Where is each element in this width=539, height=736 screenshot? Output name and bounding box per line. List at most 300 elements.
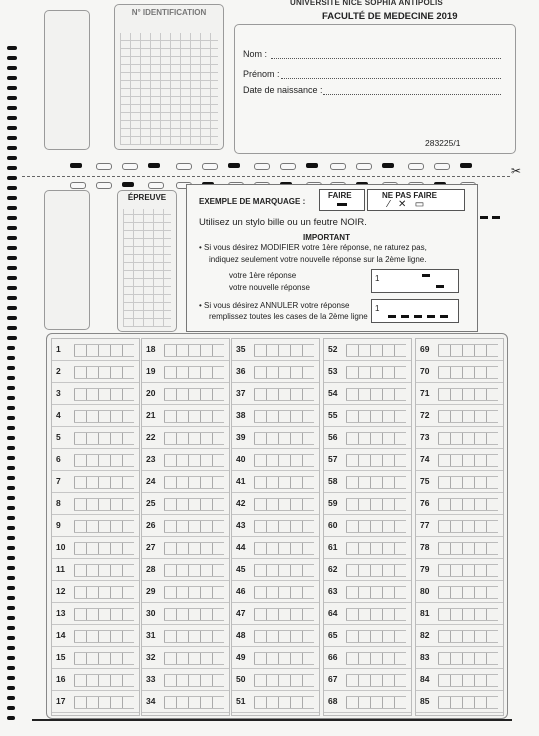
cancel-example-number: 1 [375,304,380,313]
answer-bubbles[interactable] [164,696,224,709]
question-number: 70 [420,366,430,376]
timing-mark [7,246,17,250]
important-title: IMPORTANT [303,233,350,242]
question-row[interactable] [324,471,411,493]
question-number: 57 [328,454,338,464]
epreuve-grid[interactable] [117,190,177,332]
answer-bubbles[interactable] [74,674,134,687]
question-row[interactable] [52,493,139,515]
question-row[interactable] [416,339,503,361]
question-row[interactable] [52,647,139,669]
timing-mark [7,676,15,680]
timing-mark [7,76,17,80]
answer-bubbles[interactable] [438,520,498,533]
question-row[interactable] [416,647,503,669]
question-number: 80 [420,586,430,596]
question-row[interactable] [324,625,411,647]
question-row[interactable] [324,515,411,537]
alignment-mark [434,163,450,170]
question-row[interactable] [52,361,139,383]
question-number: 51 [236,696,246,706]
answer-bubbles[interactable] [254,652,314,665]
answer-bubbles[interactable] [254,674,314,687]
question-row[interactable] [52,471,139,493]
question-row[interactable] [416,515,503,537]
timing-mark [7,96,17,100]
question-row[interactable] [324,669,411,691]
alignment-mark [382,163,394,168]
answer-bubbles[interactable] [346,388,406,401]
answer-bubbles[interactable] [74,366,134,379]
question-number: 78 [420,542,430,552]
timing-mark [7,596,15,600]
question-number: 43 [236,520,246,530]
answer-column-5 [415,338,504,716]
answer-bubbles[interactable] [164,498,224,511]
question-row[interactable] [324,647,411,669]
question-number: 42 [236,498,246,508]
answer-bubbles[interactable] [346,498,406,511]
question-row[interactable] [232,581,319,603]
university-title: UNIVERSITE NICE SOPHIA ANTIPOLIS [290,0,443,7]
answer-bubbles[interactable] [346,410,406,423]
question-number: 75 [420,476,430,486]
alignment-mark [330,163,346,170]
question-row[interactable] [52,669,139,691]
timing-mark [7,436,15,440]
answer-bubbles[interactable] [164,630,224,643]
question-row[interactable] [52,625,139,647]
question-number: 40 [236,454,246,464]
answer-bubbles[interactable] [346,630,406,643]
question-number: 61 [328,542,338,552]
answer-bubbles[interactable] [438,432,498,445]
answer-bubbles[interactable] [346,564,406,577]
answer-bubbles[interactable] [74,520,134,533]
timing-mark [7,316,17,320]
question-row[interactable] [232,471,319,493]
prenom-label: Prénom : [243,69,280,79]
question-number: 23 [146,454,156,464]
question-row[interactable] [142,625,229,647]
answer-bubbles[interactable] [254,410,314,423]
answer-bubbles[interactable] [438,344,498,357]
question-number: 82 [420,630,430,640]
question-row[interactable] [52,515,139,537]
timing-mark [7,116,17,120]
answer-bubbles[interactable] [346,432,406,445]
answer-bubbles[interactable] [346,344,406,357]
answer-bubbles[interactable] [254,432,314,445]
answer-bubbles[interactable] [438,674,498,687]
answer-bubbles[interactable] [254,476,314,489]
timing-mark [7,86,17,90]
question-row[interactable] [232,405,319,427]
question-number: 14 [56,630,66,640]
answer-bubbles[interactable] [164,388,224,401]
question-number: 81 [420,608,430,618]
naissance-label: Date de naissance : [243,85,323,95]
answer-bubbles[interactable] [164,674,224,687]
timing-mark [7,686,15,690]
question-row[interactable] [142,493,229,515]
question-row[interactable] [232,669,319,691]
question-row[interactable] [416,559,503,581]
answer-bubbles[interactable] [254,498,314,511]
timing-mark [7,606,15,610]
answer-bubbles[interactable] [346,674,406,687]
question-row[interactable] [416,625,503,647]
question-row[interactable] [324,427,411,449]
answer-bubbles[interactable] [74,608,134,621]
identification-grid[interactable] [114,4,224,150]
answer-column-2 [141,338,230,716]
answer-bubbles[interactable] [254,542,314,555]
alignment-mark [176,163,192,170]
question-number: 84 [420,674,430,684]
answer-bubbles[interactable] [438,366,498,379]
timing-mark [7,66,17,70]
answer-bubbles[interactable] [164,520,224,533]
question-row[interactable] [324,449,411,471]
timing-mark [7,146,17,150]
timing-mark [7,616,15,620]
filled-mark-icon [337,203,347,206]
question-row[interactable] [416,581,503,603]
alignment-dash [480,216,488,219]
question-row[interactable] [142,691,229,713]
timing-mark [7,216,17,220]
pen-instruction: Utilisez un stylo bille ou un feutre NOIR. [199,217,367,228]
answer-bubbles[interactable] [164,366,224,379]
answer-bubbles[interactable] [346,586,406,599]
timing-mark [7,486,15,490]
cancel-marks [388,315,452,318]
answer-bubbles[interactable] [346,696,406,709]
question-number: 25 [146,498,156,508]
alignment-mark [96,163,112,170]
marking-example-box [186,184,478,332]
timing-mark [7,176,17,180]
question-row[interactable] [232,691,319,713]
question-row[interactable] [324,603,411,625]
question-row[interactable] [416,691,503,713]
question-number: 65 [328,630,338,640]
question-number: 10 [56,542,66,552]
answer-bubbles[interactable] [254,454,314,467]
answer-column-1 [51,338,140,716]
answer-bubbles[interactable] [164,564,224,577]
question-number: 85 [420,696,430,706]
timing-mark [7,506,15,510]
alignment-mark [148,182,164,189]
question-row[interactable] [52,449,139,471]
answer-bubbles[interactable] [346,366,406,379]
answer-bubbles[interactable] [346,454,406,467]
timing-mark [7,406,15,410]
answer-bubbles[interactable] [164,586,224,599]
question-number: 54 [328,388,338,398]
answer-bubbles[interactable] [74,498,134,511]
question-number: 66 [328,652,338,662]
question-row[interactable] [416,449,503,471]
modify-instruction-2: indiquez seulement votre nouvelle réponse sur la 2ème ligne. [209,255,427,264]
timing-mark [7,426,15,430]
answer-bubbles[interactable] [254,344,314,357]
question-row[interactable] [232,383,319,405]
question-number: 35 [236,344,246,354]
question-row[interactable] [142,647,229,669]
question-number: 58 [328,476,338,486]
question-number: 74 [420,454,430,464]
question-row[interactable] [52,691,139,713]
question-row[interactable] [416,603,503,625]
question-number: 45 [236,564,246,574]
question-number: 83 [420,652,430,662]
timing-mark [7,106,17,110]
question-row[interactable] [142,405,229,427]
timing-mark [7,386,15,390]
answer-bubbles[interactable] [254,388,314,401]
question-number: 48 [236,630,246,640]
question-row[interactable] [324,383,411,405]
question-row[interactable] [232,339,319,361]
modify-example-number: 1 [375,274,380,283]
answer-bubbles[interactable] [74,652,134,665]
timing-mark [7,646,15,650]
question-row[interactable] [416,493,503,515]
question-row[interactable] [142,339,229,361]
question-number: 63 [328,586,338,596]
question-row[interactable] [142,581,229,603]
answer-bubbles[interactable] [438,586,498,599]
question-number: 49 [236,652,246,662]
modify-instruction-1: • Si vous désirez MODIFIER votre 1ère réponse, ne raturez pas, [199,243,427,252]
question-number: 18 [146,344,156,354]
question-row[interactable] [52,603,139,625]
question-number: 36 [236,366,246,376]
timing-mark [7,306,17,310]
blank-box-top-left [44,10,90,150]
question-number: 34 [146,696,156,706]
answer-bubbles[interactable] [74,410,134,423]
question-row[interactable] [142,537,229,559]
answer-bubbles[interactable] [74,476,134,489]
question-row[interactable] [232,625,319,647]
answer-bubbles[interactable] [164,652,224,665]
question-number: 19 [146,366,156,376]
answer-bubbles[interactable] [74,630,134,643]
ne-pas-faire-label: NE PAS FAIRE [382,191,437,200]
question-row[interactable] [232,559,319,581]
question-row[interactable] [416,427,503,449]
question-number: 38 [236,410,246,420]
answer-bubbles[interactable] [164,608,224,621]
timing-mark [7,576,15,580]
timing-mark [7,626,15,630]
answer-bubbles[interactable] [74,696,134,709]
question-number: 73 [420,432,430,442]
question-row[interactable] [324,339,411,361]
timing-mark [7,326,17,330]
question-row[interactable] [324,581,411,603]
question-row[interactable] [416,537,503,559]
question-row[interactable] [324,405,411,427]
question-row[interactable] [232,427,319,449]
answer-bubbles[interactable] [438,476,498,489]
question-row[interactable] [416,361,503,383]
question-number: 53 [328,366,338,376]
question-row[interactable] [142,515,229,537]
question-row[interactable] [52,383,139,405]
timing-mark [7,716,15,720]
answer-bubbles[interactable] [254,520,314,533]
timing-mark [7,286,17,290]
cancel-instruction-2: remplissez toutes les cases de la 2ème ligne [209,312,368,321]
question-row[interactable] [52,405,139,427]
question-row[interactable] [52,427,139,449]
question-row[interactable] [232,361,319,383]
timing-mark [7,136,17,140]
identification-title: N° IDENTIFICATION [131,8,207,17]
question-row[interactable] [142,427,229,449]
question-number: 5 [56,432,61,442]
question-row[interactable] [52,339,139,361]
answer-bubbles[interactable] [346,520,406,533]
answer-bubbles[interactable] [438,410,498,423]
question-row[interactable] [324,537,411,559]
answer-bubbles[interactable] [438,498,498,511]
question-row[interactable] [324,361,411,383]
question-row[interactable] [52,559,139,581]
answer-bubbles[interactable] [74,454,134,467]
timing-mark [7,196,17,200]
answer-bubbles[interactable] [438,564,498,577]
prenom-field[interactable] [281,78,501,79]
question-row[interactable] [232,647,319,669]
question-row[interactable] [232,537,319,559]
faire-box [319,189,365,211]
answer-bubbles[interactable] [438,542,498,555]
question-row[interactable] [232,493,319,515]
question-row[interactable] [416,405,503,427]
answer-bubbles[interactable] [254,608,314,621]
answer-bubbles[interactable] [164,410,224,423]
question-number: 44 [236,542,246,552]
nom-field[interactable] [271,58,501,59]
question-row[interactable] [142,449,229,471]
question-row[interactable] [324,559,411,581]
answer-column-3 [231,338,320,716]
identification-bubbles[interactable] [120,33,218,145]
question-number: 31 [146,630,156,640]
question-number: 79 [420,564,430,574]
answer-bubbles[interactable] [438,696,498,709]
question-row[interactable] [52,581,139,603]
answer-bubbles[interactable] [74,388,134,401]
timing-mark [7,366,15,370]
answer-bubbles[interactable] [74,564,134,577]
answer-bubbles[interactable] [164,476,224,489]
naissance-field[interactable] [323,94,501,95]
answer-bubbles[interactable] [164,542,224,555]
question-number: 2 [56,366,61,376]
question-row[interactable] [142,559,229,581]
question-number: 28 [146,564,156,574]
answer-bubbles[interactable] [438,652,498,665]
question-row[interactable] [142,361,229,383]
answer-bubbles[interactable] [74,586,134,599]
answer-bubbles[interactable] [438,454,498,467]
alignment-mark [408,163,424,170]
answer-bubbles[interactable] [254,630,314,643]
question-row[interactable] [232,603,319,625]
new-answer-mark [436,285,444,288]
question-row[interactable] [52,537,139,559]
question-row[interactable] [142,383,229,405]
question-number: 12 [56,586,66,596]
question-number: 11 [56,564,65,574]
answer-bubbles[interactable] [74,542,134,555]
question-number: 4 [56,410,61,420]
answer-bubbles[interactable] [438,388,498,401]
question-number: 47 [236,608,246,618]
answer-bubbles[interactable] [164,454,224,467]
question-row[interactable] [232,449,319,471]
question-number: 52 [328,344,338,354]
question-number: 77 [420,520,430,530]
first-answer-label: votre 1ère réponse [229,271,297,280]
answer-bubbles[interactable] [346,476,406,489]
epreuve-bubbles[interactable] [123,209,171,327]
timing-mark [7,206,17,210]
answer-bubbles[interactable] [438,608,498,621]
answer-bubbles[interactable] [164,344,224,357]
answer-bubbles[interactable] [254,696,314,709]
question-row[interactable] [142,603,229,625]
question-row[interactable] [324,691,411,713]
question-number: 26 [146,520,156,530]
answer-bubbles[interactable] [346,652,406,665]
answer-bubbles[interactable] [254,586,314,599]
question-number: 56 [328,432,338,442]
question-number: 64 [328,608,338,618]
timing-mark [7,336,17,340]
timing-mark [7,556,15,560]
question-row[interactable] [232,515,319,537]
question-row[interactable] [416,471,503,493]
question-number: 21 [146,410,156,420]
question-row[interactable] [416,383,503,405]
question-number: 32 [146,652,156,662]
question-row[interactable] [324,493,411,515]
answer-bubbles[interactable] [254,366,314,379]
question-number: 24 [146,476,156,486]
question-row[interactable] [142,669,229,691]
question-row[interactable] [142,471,229,493]
question-number: 30 [146,608,156,618]
question-number: 8 [56,498,61,508]
answer-bubbles[interactable] [164,432,224,445]
question-row[interactable] [416,669,503,691]
answer-bubbles[interactable] [74,344,134,357]
answer-bubbles[interactable] [74,432,134,445]
answer-bubbles[interactable] [254,564,314,577]
scissors-icon: ✂ [511,164,522,178]
answer-bubbles[interactable] [346,608,406,621]
answer-bubbles[interactable] [346,542,406,555]
answer-bubbles[interactable] [438,630,498,643]
